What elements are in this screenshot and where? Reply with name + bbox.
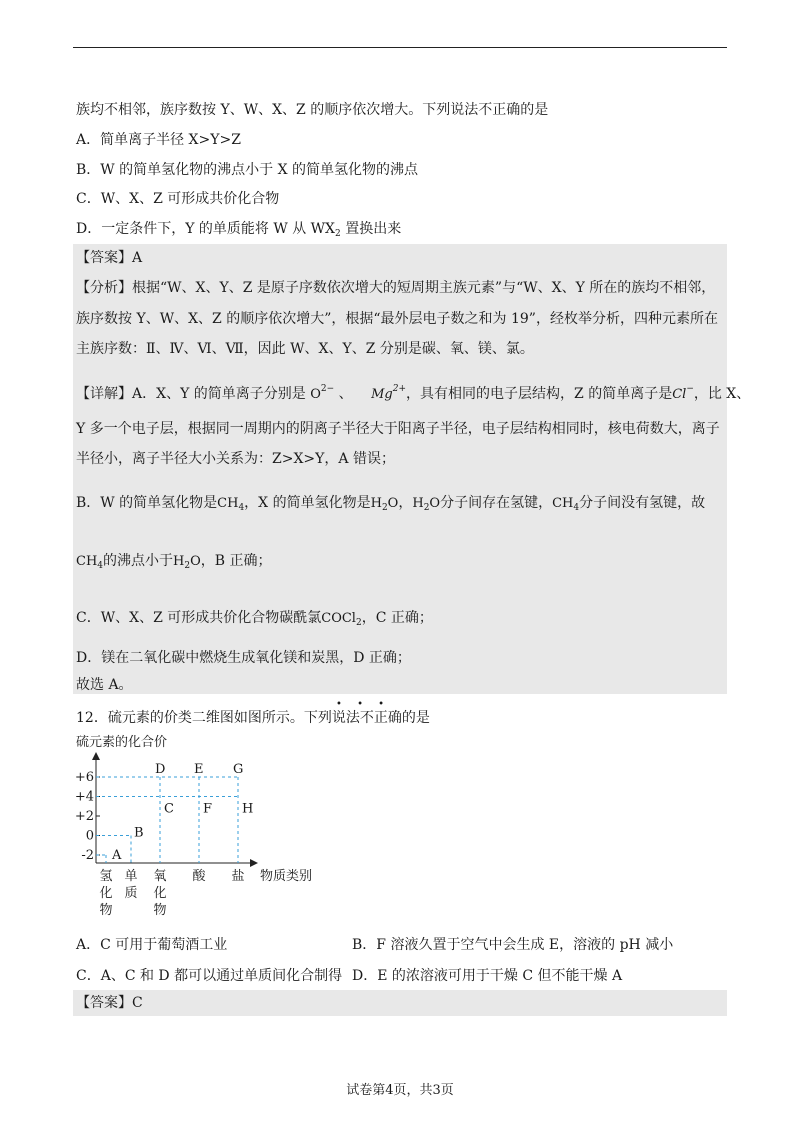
magnesium-ion-formula: $Mg^{2+}$ — [371, 384, 407, 402]
q12-emphasis-dots: • • • — [336, 699, 391, 710]
point-label-A: A — [112, 848, 122, 863]
point-label-C: C — [164, 801, 174, 817]
point-label-D: D — [155, 762, 166, 777]
q11-detail-d: D．镁在二氧化碳中燃烧生成氧化镁和炭黑，D 正确； — [76, 650, 411, 666]
phosgene-formula: COCl$_2$ — [321, 611, 362, 628]
y-tick-label: +6 — [74, 770, 94, 785]
point-label-H: H — [242, 801, 254, 817]
point-label-B: B — [134, 825, 144, 841]
q11-detail-b-line-1: B．W 的简单氢化物是$CH_4$，X 的简单氢化物是$H_2O$，$H_2O$分子间存在氢键，$CH_4$分子间没有氢键，故 — [76, 495, 706, 513]
water-formula-2: $H_2O$ — [412, 496, 441, 513]
q12-option-d: D．E 的浓溶液可用于干燥 C 但不能干燥 A — [352, 968, 623, 984]
methane-formula: $CH_4$ — [217, 496, 245, 513]
q11-option-c: C．W、X、Z 可形成共价化合物 — [76, 191, 280, 207]
page-footer: 试卷第4页，共3页 — [346, 1083, 454, 1098]
q11-option-a: A．简单离子半径 X>Y>Z — [76, 132, 241, 148]
x-category-label: 物 — [153, 903, 167, 918]
q11-detail-a-line-2: Y 多一个电子层，根据同一周期内的阴离子半径大于阳离子半径，电子层结构相同时，核电荷数大，离子 — [76, 421, 720, 437]
x-category-label: 酸 — [192, 869, 206, 884]
methane-formula-3: $CH_4$ — [76, 554, 104, 571]
q12-option-c: C．A、C 和 D 都可以通过单质间化合制得 — [76, 968, 343, 984]
point-label-G: G — [233, 762, 244, 777]
x-category-label: 盐 — [231, 869, 245, 884]
q12-answer-box — [73, 990, 727, 1016]
q11-detail-a-line-1: 【详解】A．X、Y 的简单离子分别是 $O^{2-}$ 、 $Mg^{2+}$，具有相同的电子层结构，Z 的简单离子是Cl−，比 X、 — [76, 384, 751, 402]
sulfur-valence-class-chart — [60, 730, 360, 920]
q11-analysis-line-3: 主族序数：Ⅱ、Ⅳ、Ⅵ、Ⅶ，因此 W、X、Y、Z 分别是碳、氧、镁、氯。 — [76, 341, 534, 357]
x-category-label: 物 — [99, 903, 113, 918]
q11-detail-b-line-2: $CH_4$的沸点小于$H_2O$，B 正确； — [76, 553, 272, 571]
point-label-E: E — [194, 762, 204, 777]
y-tick-label: +4 — [74, 789, 94, 805]
x-axis-arrow — [250, 859, 258, 867]
q11-detail-a-line-3: 半径小，离子半径大小关系为：Z>X>Y，A 错误； — [76, 451, 395, 467]
q12-option-a: A．C 可用于葡萄酒工业 — [76, 937, 228, 953]
y-axis-arrow — [92, 752, 100, 760]
x-category-label: 化 — [153, 886, 167, 901]
oxide-ion-formula: $O^{2-}$ — [310, 384, 335, 402]
q11-stem: 族均不相邻，族序数按 Y、W、X、Z 的顺序依次增大。下列说法不正确的是 — [76, 102, 549, 118]
y-tick-label: -2 — [81, 848, 94, 863]
y-tick-label: 0 — [85, 828, 94, 844]
q11-answer: 【答案】A — [76, 250, 143, 266]
q12-stem: 12．硫元素的价类二维图如图所示。下列说法不正确的是 — [76, 710, 430, 726]
y-tick-label: +2 — [74, 809, 94, 824]
x-category-label: 氧 — [153, 869, 167, 884]
point-label-F: F — [203, 801, 213, 817]
q12-option-b: B．F 溶液久置于空气中会生成 E，溶液的 pH 减小 — [352, 937, 674, 953]
x-category-label: 氢 — [99, 869, 113, 884]
q11-analysis-line-2: 族序数按 Y、W、X、Z 的顺序依次增大”，根据“最外层电子数之和为 19”，经枚举分析，四种元素所在 — [76, 311, 718, 327]
q12-answer: 【答案】C — [76, 995, 143, 1011]
q11-conclusion: 故选 A。 — [76, 677, 133, 693]
q11-option-d: D．一定条件下，Y 的单质能将 W 从 $WX_2$ 置换出来 — [76, 221, 402, 239]
x-category-label: 化 — [99, 886, 113, 901]
x-category-label: 质 — [124, 886, 138, 901]
water-formula: $H_2O$ — [370, 496, 399, 513]
water-formula-3: $H_2O$ — [173, 554, 201, 571]
header-rule — [73, 47, 727, 48]
chart-y-label: 硫元素的化合价 — [76, 735, 168, 750]
x-category-label: 单 — [124, 869, 138, 884]
methane-formula-2: $CH_4$ — [552, 496, 580, 513]
chloride-ion-formula: Cl− — [672, 384, 694, 402]
q11-detail-c: C．W、X、Z 可形成共价化合物碳酰氯COCl$_2$，C 正确； — [76, 610, 433, 628]
q11-option-b: B．W 的简单氢化物的沸点小于 X 的简单氢化物的沸点 — [76, 162, 418, 178]
q11-analysis-line-1: 【分析】根据“W、X、Y、Z 是原子序数依次增大的短周期主族元素”与“W、X、Y 所在的族均不相邻， — [76, 280, 716, 296]
chart-x-label: 物质类别 — [260, 869, 313, 884]
